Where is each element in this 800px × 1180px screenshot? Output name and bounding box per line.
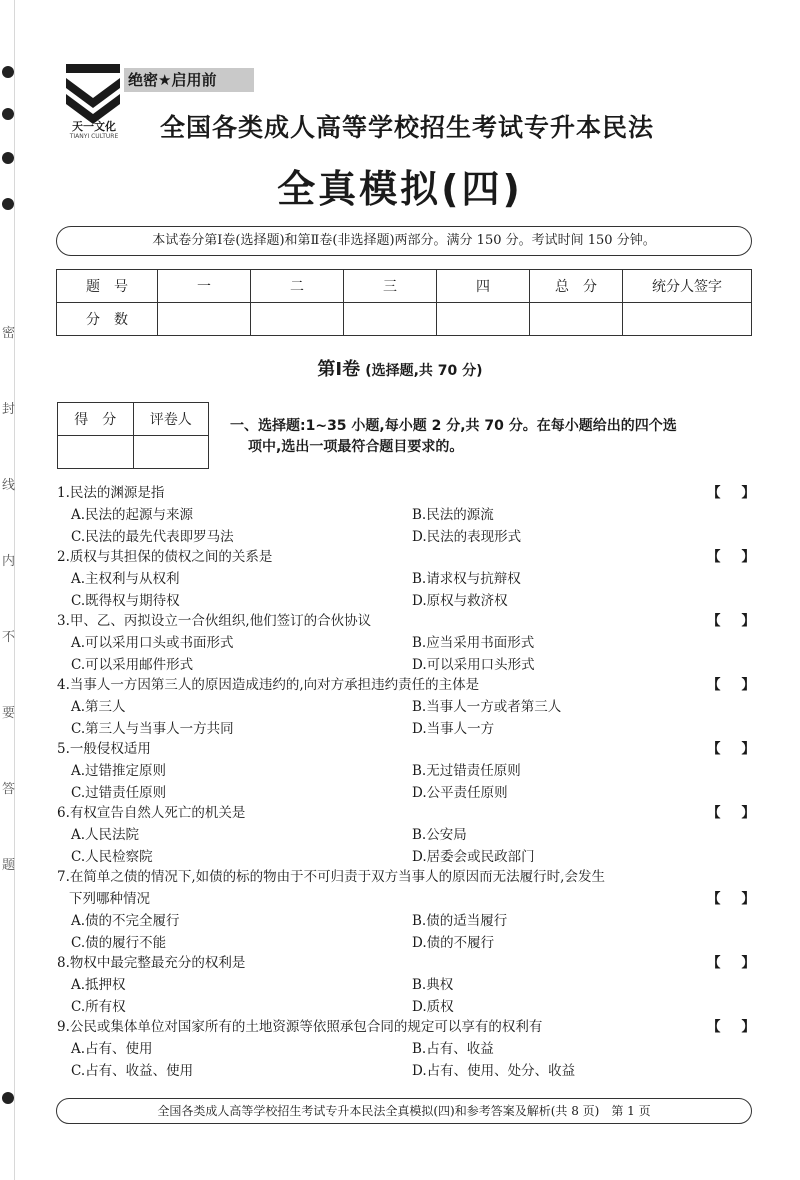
option-c: C.所有权 bbox=[71, 999, 126, 1015]
option-c: C.可以采用邮件形式 bbox=[71, 657, 194, 673]
score-cell[interactable] bbox=[344, 303, 437, 336]
question-stem: 6.有权宣告自然人死亡的机关是 bbox=[57, 805, 246, 821]
question-stem-continued: 下列哪种情况 bbox=[69, 891, 150, 907]
option-d: D.民法的表现形式 bbox=[412, 529, 522, 545]
table-cell: 二 bbox=[251, 270, 344, 303]
answer-bracket[interactable]: 【 】 bbox=[707, 741, 755, 757]
option-d: D.当事人一方 bbox=[412, 721, 495, 737]
side-mark: 要 bbox=[2, 706, 16, 721]
table-cell: 分 数 bbox=[57, 303, 158, 336]
side-mark: 内 bbox=[2, 554, 16, 569]
instruction-line: 项中,选出一项最符合题目要求的。 bbox=[248, 439, 464, 455]
question-stem: 5.一般侵权适用 bbox=[57, 741, 151, 757]
score-cell[interactable] bbox=[437, 303, 530, 336]
question-1 bbox=[57, 482, 757, 548]
section-heading bbox=[0, 355, 800, 381]
logo-text: 天一文化 bbox=[72, 120, 116, 133]
option-b: B.当事人一方或者第三人 bbox=[412, 699, 562, 715]
section-title: 第Ⅰ卷 bbox=[317, 359, 361, 380]
score-cell[interactable] bbox=[530, 303, 623, 336]
option-d: D.可以采用口头形式 bbox=[412, 657, 535, 673]
question-3 bbox=[57, 610, 757, 676]
option-c: C.既得权与期待权 bbox=[71, 593, 180, 609]
option-a: A.民法的起源与来源 bbox=[71, 507, 194, 523]
tianyi-logo-icon bbox=[66, 64, 120, 126]
question-stem: 3.甲、乙、丙拟设立一合伙组织,他们签订的合伙协议 bbox=[57, 613, 372, 629]
question-9 bbox=[57, 1016, 757, 1082]
option-b: B.占有、收益 bbox=[412, 1041, 494, 1057]
option-d: D.质权 bbox=[412, 999, 454, 1015]
option-d: D.债的不履行 bbox=[412, 935, 495, 951]
option-d: D.原权与救济权 bbox=[412, 593, 508, 609]
answer-bracket[interactable]: 【 】 bbox=[707, 891, 755, 907]
option-c: C.过错责任原则 bbox=[71, 785, 167, 801]
question-2 bbox=[57, 546, 757, 612]
table-cell: 统分人签字 bbox=[623, 270, 752, 303]
table-cell: 评卷人 bbox=[133, 403, 209, 436]
signature-cell[interactable] bbox=[623, 303, 752, 336]
option-a: A.可以采用口头或书面形式 bbox=[71, 635, 234, 651]
side-mark: 密 bbox=[2, 326, 16, 341]
side-mark: 封 bbox=[2, 402, 16, 417]
option-b: B.请求权与抗辩权 bbox=[412, 571, 521, 587]
option-a: A.占有、使用 bbox=[71, 1041, 153, 1057]
score-table-header-row bbox=[57, 270, 752, 303]
option-d: D.占有、使用、处分、收益 bbox=[412, 1063, 576, 1079]
question-6 bbox=[57, 802, 757, 868]
exam-title: 全国各类成人高等学校招生考试专升本民法 bbox=[160, 113, 655, 142]
option-a: A.第三人 bbox=[71, 699, 126, 715]
answer-bracket[interactable]: 【 】 bbox=[707, 677, 755, 693]
option-c: C.人民检察院 bbox=[71, 849, 153, 865]
table-cell: 题 号 bbox=[57, 270, 158, 303]
table-cell: 总 分 bbox=[530, 270, 623, 303]
grade-table bbox=[57, 402, 209, 469]
binding-hole bbox=[2, 108, 14, 120]
option-b: B.公安局 bbox=[412, 827, 467, 843]
answer-bracket[interactable]: 【 】 bbox=[707, 613, 755, 629]
option-a: A.抵押权 bbox=[71, 977, 126, 993]
question-stem: 8.物权中最完整最充分的权利是 bbox=[57, 955, 246, 971]
answer-bracket[interactable]: 【 】 bbox=[707, 1019, 755, 1035]
option-b: B.应当采用书面形式 bbox=[412, 635, 535, 651]
score-table-value-row bbox=[57, 303, 752, 336]
section-subtitle: (选择题,共 70 分) bbox=[365, 363, 483, 379]
question-stem: 9.公民或集体单位对国家所有的土地资源等依照承包合同的规定可以享有的权利有 bbox=[57, 1019, 543, 1035]
option-b: B.民法的源流 bbox=[412, 507, 494, 523]
table-cell: 得 分 bbox=[58, 403, 134, 436]
score-table bbox=[56, 269, 752, 336]
option-a: A.债的不完全履行 bbox=[71, 913, 180, 929]
score-cell[interactable] bbox=[251, 303, 344, 336]
option-d: D.居委会或民政部门 bbox=[412, 849, 535, 865]
question-stem: 1.民法的渊源是指 bbox=[57, 485, 165, 501]
side-mark: 答 bbox=[2, 782, 16, 797]
logo-subtext: TIANYI CULTURE bbox=[69, 133, 119, 140]
instruction-line: 一、选择题:1~35 小题,每小题 2 分,共 70 分。在每小题给出的四个选 bbox=[230, 418, 677, 434]
option-a: A.过错推定原则 bbox=[71, 763, 167, 779]
secret-label: 绝密★启用前 bbox=[124, 68, 254, 92]
binding-hole bbox=[2, 1092, 14, 1104]
score-cell[interactable] bbox=[158, 303, 251, 336]
option-c: C.第三人与当事人一方共同 bbox=[71, 721, 234, 737]
answer-bracket[interactable]: 【 】 bbox=[707, 549, 755, 565]
side-mark: 题 bbox=[2, 858, 16, 873]
question-stem: 7.在简单之债的情况下,如债的标的物由于不可归责于双方当事人的原因而无法履行时,会发生 bbox=[57, 869, 605, 885]
score-cell[interactable] bbox=[58, 436, 134, 469]
question-4 bbox=[57, 674, 757, 740]
exam-notice: 本试卷分第Ⅰ卷(选择题)和第Ⅱ卷(非选择题)两部分。满分 150 分。考试时间 150 分钟。 bbox=[56, 226, 752, 256]
section-instructions bbox=[230, 416, 755, 458]
option-c: C.占有、收益、使用 bbox=[71, 1063, 194, 1079]
answer-bracket[interactable]: 【 】 bbox=[707, 955, 755, 971]
option-b: B.债的适当履行 bbox=[412, 913, 508, 929]
question-stem: 2.质权与其担保的债权之间的关系是 bbox=[57, 549, 273, 565]
question-5 bbox=[57, 738, 757, 804]
question-8 bbox=[57, 952, 757, 1018]
side-mark: 线 bbox=[2, 478, 16, 493]
option-b: B.无过错责任原则 bbox=[412, 763, 521, 779]
table-cell: 一 bbox=[158, 270, 251, 303]
answer-bracket[interactable]: 【 】 bbox=[707, 805, 755, 821]
page-footer: 全国各类成人高等学校招生考试专升本民法全真模拟(四)和参考答案及解析(共 8 页) 第 1 页 bbox=[56, 1098, 752, 1124]
option-d: D.公平责任原则 bbox=[412, 785, 508, 801]
question-stem: 4.当事人一方因第三人的原因造成违约的,向对方承担违约责任的主体是 bbox=[57, 677, 480, 693]
option-a: A.主权利与从权利 bbox=[71, 571, 180, 587]
exam-subtitle: 全真模拟(四) bbox=[277, 167, 523, 211]
option-c: C.债的履行不能 bbox=[71, 935, 167, 951]
table-cell: 四 bbox=[437, 270, 530, 303]
grader-cell[interactable] bbox=[133, 436, 209, 469]
option-a: A.人民法院 bbox=[71, 827, 140, 843]
option-c: C.民法的最先代表即罗马法 bbox=[71, 529, 234, 545]
question-7 bbox=[57, 866, 757, 954]
table-cell: 三 bbox=[344, 270, 437, 303]
binding-hole bbox=[2, 66, 14, 78]
side-mark: 不 bbox=[2, 630, 16, 645]
option-b: B.典权 bbox=[412, 977, 454, 993]
answer-bracket[interactable]: 【 】 bbox=[707, 485, 755, 501]
